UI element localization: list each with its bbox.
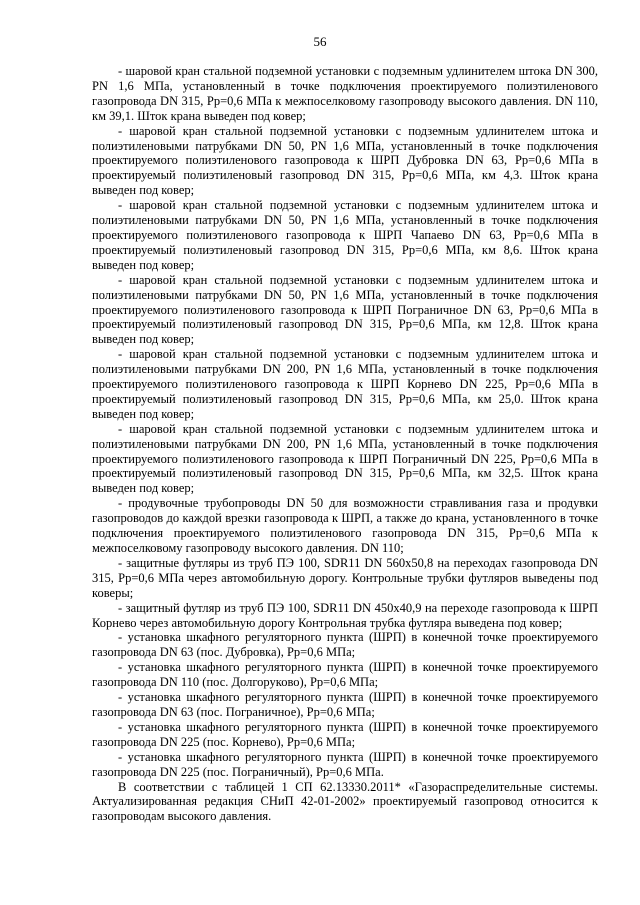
paragraph: - продувочные трубопроводы DN 50 для возможности стравливания газа и продувки газопроводов до каждой врезки газопровода к ШРП, а также до крана, установленного в точке подключения проектируемого полиэтиленового газопровода DN 315, Рр=0,6 МПа к межпоселковому газопроводу высокого давления. DN 110; bbox=[92, 496, 598, 555]
paragraph: - шаровой кран стальной подземной установки с подземным удлинителем штока и полиэтиленовыми патрубками DN 200, PN 1,6 МПа, установленный в точке подключения проектируемого полиэтиленового газопровода к ШРП Пограничный DN 225, Рр=0,6 МПа в проектируемый полиэтиленовый газопровод DN 315, Рр=0,6 МПа, км 32,5. Шток крана выведен под ковер; bbox=[92, 421, 598, 496]
paragraph: - шаровой кран стальной подземной установки с подземным удлинителем штока и полиэтиленовыми патрубками DN 50, PN 1,6 МПа, установленный в точке подключения проектируемого полиэтиленового газопровода к ШРП Дубровка DN 63, Рр=0,6 МПа в проектируемый полиэтиленовый газопровод DN 315, Рр=0,6 МПа, км 4,3. Шток крана выведен под ковер; bbox=[92, 123, 598, 198]
paragraph: - установка шкафного регуляторного пункта (ШРП) в конечной точке проектируемого газопровода DN 63 (пос. Пограничное), Рр=0,6 МПа; bbox=[92, 690, 598, 719]
paragraph: - шаровой кран стальной подземной установки с подземным удлинителем штока и полиэтиленовыми патрубками DN 50, PN 1,6 МПа, установленный в точке подключения проектируемого полиэтиленового газопровода к ШРП Чапаево DN 63, Рр=0,6 МПа в проектируемый полиэтиленовый газопровод DN 315, Рр=0,6 МПа, км 8,6. Шток крана выведен под ковер; bbox=[92, 198, 598, 272]
paragraph: - установка шкафного регуляторного пункта (ШРП) в конечной точке проектируемого газопровода DN 110 (пос. Долгоруково), Рр=0,6 МПа; bbox=[92, 660, 598, 690]
paragraph: - установка шкафного регуляторного пункта (ШРП) в конечной точке проектируемого газопровода DN 225 (пос. Корнево), Рр=0,6 МПа; bbox=[92, 719, 598, 749]
page-number: 56 bbox=[313, 34, 327, 49]
document-body bbox=[92, 64, 598, 824]
paragraph: В соответствии с таблицей 1 СП 62.13330.2011* «Газораспределительные системы. Актуализированная редакция СНиП 42-01-2002» проектируемый газопровод относится к газопроводам высокого давления. bbox=[92, 779, 598, 824]
paragraph: - защитные футляры из труб ПЭ 100, SDR11 DN 560x50,8 на переходах газопровода DN 315, Рр=0,6 МПа через автомобильную дорогу. Контрольные трубки футляров выведены под коверы; bbox=[92, 555, 598, 600]
paragraph: - установка шкафного регуляторного пункта (ШРП) в конечной точке проектируемого газопровода DN 225 (пос. Пограничный), Рр=0,6 МПа. bbox=[92, 749, 598, 779]
paragraph: - установка шкафного регуляторного пункта (ШРП) в конечной точке проектируемого газопровода DN 63 (пос. Дубровка), Рр=0,6 МПа; bbox=[92, 630, 598, 660]
paragraph: - шаровой кран стальной подземной установки с подземным удлинителем штока и полиэтиленовыми патрубками DN 50, PN 1,6 МПа, установленный в точке подключения проектируемого полиэтиленового газопровода к ШРП Пограничное DN 63, Рр=0,6 МПа в проектируемый полиэтиленовый газопровод DN 315, Рр=0,6 МПа, км 12,8. Шток крана выведен под ковер; bbox=[92, 272, 598, 347]
paragraph: - шаровой кран стальной подземной установки с подземным удлинителем штока и полиэтиленовыми патрубками DN 200, PN 1,6 МПа, установленный в точке подключения проектируемого полиэтиленового газопровода к ШРП Корнево DN 225, Рр=0,6 МПа в проектируемый полиэтиленовый газопровод DN 315, Рр=0,6 МПа, км 25,0. Шток крана выведен под ковер; bbox=[92, 347, 598, 421]
paragraph: - шаровой кран стальной подземной установки с подземным удлинителем штока DN 300, PN 1,6 МПа, установленный в точке подключения проектируемого полиэтиленового газопровода DN 315, Рр=0,6 МПа к межпоселковому газопроводу высокого давления. DN 110, км 39,1. Шток крана выведен под ковер; bbox=[92, 64, 598, 123]
paragraph: - защитный футляр из труб ПЭ 100, SDR11 DN 450x40,9 на переходе газопровода к ШРП Корнево через автомобильную дорогу Контрольная трубка футляра выведена под ковер; bbox=[92, 600, 598, 630]
